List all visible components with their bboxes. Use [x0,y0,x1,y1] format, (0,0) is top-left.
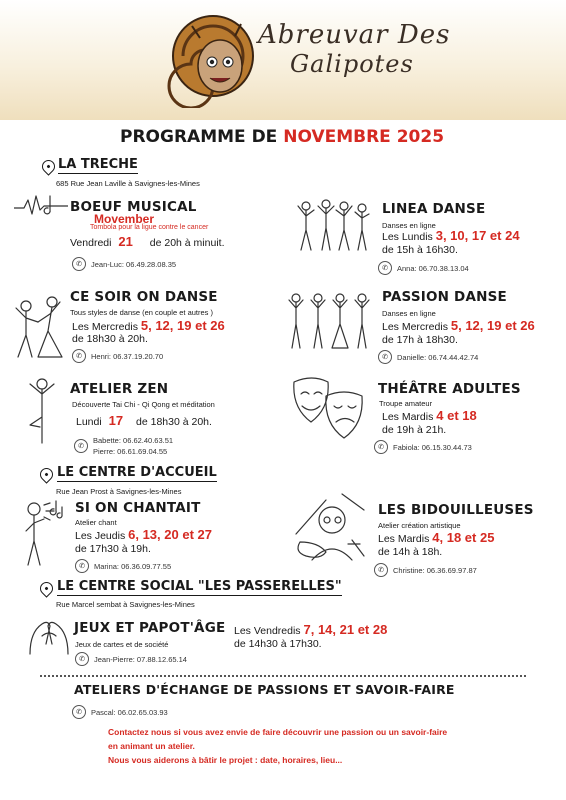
soir-dates: 5, 12, 19 et 26 [140,318,225,333]
soir-title: CE SOIR ON DANSE [70,289,218,305]
footer-title: ATELIERS D'ÉCHANGE DE PASSIONS ET SAVOIR-FAIRE [74,682,455,697]
theatre-title: THÉÂTRE ADULTES [378,381,521,397]
location-treche-address: 685 Rue Jean Laville à Savignes-les-Mines [56,179,200,188]
dancers-icon [292,196,372,258]
bidouilleuses-time: de 14h à 18h. [378,546,443,558]
linea-contact[interactable] [378,261,469,275]
zen-schedule [76,413,212,428]
passion-time: de 17h à 18h30. [382,334,458,346]
theatre-dates: 4 et 18 [436,408,477,423]
soir-day: Les Mercredis [72,321,138,333]
chantait-contact[interactable] [75,559,171,573]
boeuf-schedule [70,234,224,249]
passion-day: Les Mercredis [382,321,448,333]
jeux-schedule [234,622,387,637]
program-title [120,127,444,147]
line-dancers-icon [286,290,374,354]
footer-contact[interactable] [72,705,168,719]
jeux-time: de 14h30 à 17h30. [234,638,322,650]
jeux-day: Les Vendredis [234,625,301,637]
footer-line1: Contactez nous si vous avez envie de faire découvrir une passion ou un savoir-faire [108,727,448,737]
zen-contact[interactable] [74,436,173,456]
passion-dates: 5, 12, 19 et 26 [450,318,535,333]
footer-contact-text: Pascal: 06.02.65.03.93 [91,707,168,717]
theatre-time: de 19h à 21h. [382,424,447,436]
pin-icon [40,468,53,486]
phone-icon: ✆ [374,440,388,454]
jeux-contact-text: Jean-Pierre: 07.88.12.65.14 [94,654,187,664]
bidouilleuses-contact-text: Christine: 06.36.69.97.87 [393,565,477,575]
music-heartbeat-icon [14,192,68,220]
phone-icon: ✆ [72,705,86,719]
bidouilleuses-subtitle: Atelier création artistique [378,521,461,530]
theatre-contact-text: Fabiola: 06.15.30.44.73 [393,442,472,452]
chantait-schedule [75,527,212,542]
chantait-title: SI ON CHANTAIT [75,500,201,516]
linea-contact-text: Anna: 06.70.38.13.04 [397,263,469,273]
theatre-schedule [382,408,477,423]
location-centre-accueil-address: Rue Jean Prost à Savignes-les-Mines [56,487,182,496]
chantait-day: Les Jeudis [75,530,126,542]
zen-title: ATELIER ZEN [70,381,169,397]
boeuf-title: BOEUF MUSICAL [70,199,197,215]
chantait-contact-text: Marina: 06.36.09.77.55 [94,561,172,571]
boeuf-movember: Movember [94,212,155,226]
theatre-subtitle: Troupe amateur [379,399,433,408]
program-title-month: NOVEMBRE 2025 [283,127,445,147]
bidouilleuses-title: LES BIDOUILLEUSES [378,502,534,518]
linea-schedule [382,228,520,243]
soir-time: de 18h30 à 20h. [72,333,148,345]
soir-schedule [72,318,225,333]
zen-time: de 18h30 à 20h. [136,416,212,428]
zen-contact-list [93,436,173,456]
bidouilleuses-dates: 4, 18 et 25 [432,530,495,545]
phone-icon: ✆ [374,563,388,577]
soir-contact-text: Henri: 06.37.19.20.70 [91,351,164,361]
boeuf-time: de 20h à minuit. [149,237,225,249]
couple-dancing-icon [10,292,68,362]
phone-icon: ✆ [72,257,86,271]
footer-line2: en animant un atelier. [108,741,195,751]
jeux-dates: 7, 14, 21 et 28 [303,622,388,637]
chantait-subtitle: Atelier chant [75,518,117,527]
location-treche: LA TRECHE [58,157,138,172]
location-centre-social-address: Rue Marcel sembat à Savignes-les-Mines [56,600,195,609]
linea-time: de 15h à 16h30. [382,244,458,256]
yoga-pose-icon [20,376,64,446]
linea-dates: 3, 10, 17 et 24 [435,228,520,243]
theatre-contact[interactable] [374,440,472,454]
passion-title: PASSION DANSE [382,289,507,305]
boeuf-tombola: Tombola pour la ligue contre le cancer [90,224,209,231]
theatre-day: Les Mardis [382,411,434,423]
logo-text-line2: Galipotes [290,50,414,78]
chantait-time: de 17h30 à 19h. [75,543,151,555]
location-centre-accueil: LE CENTRE D'ACCUEIL [57,465,217,480]
logo-text-line1: Abreuvar Des [258,20,451,50]
holding-hands-icon [26,614,72,658]
passion-schedule [382,318,535,333]
chantait-dates: 6, 13, 20 et 27 [128,527,212,542]
passion-subtitle: Danses en ligne [382,309,436,318]
zen-subtitle: Découverte Tai Chi - Qi Qong et méditation [72,400,215,409]
phone-icon: ✆ [378,350,392,364]
jeux-contact[interactable] [75,652,187,666]
jeux-subtitle: Jeux de cartes et de société [75,640,169,649]
zen-dates: 17 [108,413,124,428]
soir-subtitle: Tous styles de danse (en couple et autres ) [70,308,213,317]
theatre-masks-icon [290,376,370,442]
linea-title: LINEA DANSE [382,201,486,217]
bidouilleuses-contact[interactable] [374,563,477,577]
soir-contact[interactable] [72,349,163,363]
boeuf-contact[interactable] [72,257,176,271]
bidouilleuses-schedule [378,530,494,545]
phone-icon: ✆ [75,559,89,573]
singer-icon [20,497,70,569]
snail-logo-icon [165,8,261,108]
location-centre-social: LE CENTRE SOCIAL "LES PASSERELLES" [57,579,342,594]
bidouilleuses-day: Les Mardis [378,533,430,545]
passion-contact-text: Danielle: 06.74.44.42.74 [397,352,479,362]
boeuf-contact-text: Jean-Luc: 06.49.28.08.35 [91,259,177,269]
artist-palette-icon [292,490,368,564]
phone-icon: ✆ [75,652,89,666]
boeuf-day: Vendredi [70,237,112,249]
program-title-prefix: PROGRAMME DE [120,127,284,147]
header-band [0,0,566,120]
phone-icon: ✆ [378,261,392,275]
pin-icon [42,160,55,178]
pin-icon [40,582,53,600]
section-divider [40,675,526,677]
jeux-title: JEUX ET PAPOT'ÂGE [74,620,226,636]
zen-day: Lundi [76,416,102,428]
passion-contact[interactable] [378,350,478,364]
phone-icon: ✆ [74,439,88,453]
zen-contact1-text: Babette: 06.62.40.63.51 [93,436,174,445]
phone-icon: ✆ [72,349,86,363]
boeuf-dates: 21 [118,234,133,249]
linea-day: Les Lundis [382,231,433,243]
footer-line3: Nous vous aiderons à bâtir le projet : date, horaires, lieu... [108,755,343,765]
linea-subtitle: Danses en ligne [382,221,436,230]
zen-contact2-text: Pierre: 06.61.69.04.55 [93,447,168,456]
